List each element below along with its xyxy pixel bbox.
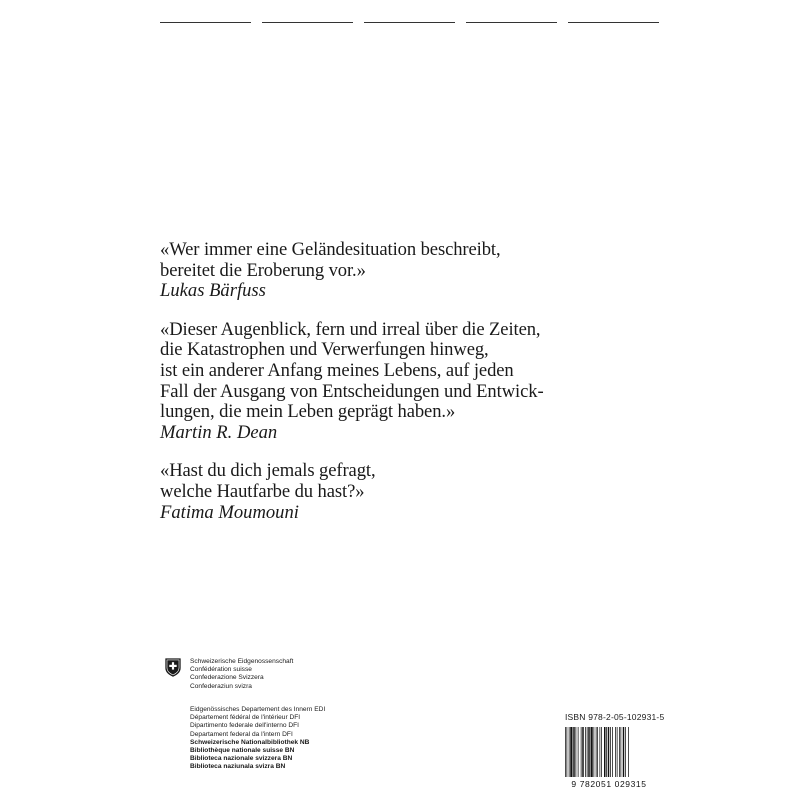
rule-3 bbox=[364, 22, 455, 23]
confederation-line: Confederazione Svizzera bbox=[190, 674, 264, 682]
barcode-bar bbox=[597, 727, 598, 777]
quote-1 bbox=[160, 240, 640, 302]
quote-text: «Wer immer eine Geländesituation beschreibt, bereitet die Eroberung vor.» bbox=[160, 239, 501, 281]
library-line: Biblioteca nazionale svizzera BN bbox=[190, 755, 293, 763]
quote-text: «Dieser Augenblick, fern und irreal über die Zeiten, die Katastrophen und Verwerfungen hinweg, ist ein anderer Anfang meines Lebens, auf jeden Fall der Ausgang von Entscheidungen und Entwick- lungen, die mein Leben geprägt haben.» bbox=[160, 318, 544, 423]
barcode-bar bbox=[573, 727, 575, 777]
barcode-bar bbox=[596, 727, 597, 777]
barcode-bar bbox=[576, 727, 577, 777]
rule-1 bbox=[160, 22, 251, 23]
barcode-bar bbox=[582, 727, 584, 777]
barcode-bar bbox=[585, 727, 586, 777]
barcode-bar bbox=[569, 727, 570, 777]
library-line: Bibliothèque nationale suisse BN bbox=[190, 747, 295, 755]
swiss-emblem-icon bbox=[165, 658, 181, 677]
quote-3 bbox=[160, 461, 640, 523]
barcode-bar bbox=[565, 727, 566, 777]
quote-author: Lukas Bärfuss bbox=[160, 280, 266, 302]
department-line: Departament federal da l'intern DFI bbox=[190, 730, 293, 738]
barcode-bar bbox=[612, 727, 613, 777]
rule-4 bbox=[466, 22, 557, 23]
barcode-bar bbox=[594, 727, 595, 777]
confederation-names bbox=[190, 658, 293, 691]
confederation-line: Schweizerische Eidgenossenschaft bbox=[190, 658, 294, 665]
barcode-bar bbox=[600, 727, 601, 777]
confederation-line: Confédération suisse bbox=[190, 666, 252, 674]
department-line: Département fédéral de l'intérieur DFI bbox=[190, 714, 301, 722]
barcode-bar bbox=[623, 727, 625, 777]
library-line: Biblioteca naziunala svizra BN bbox=[190, 763, 286, 771]
barcode-bar bbox=[606, 727, 607, 777]
barcode-bar bbox=[621, 727, 622, 777]
department-line: Eidgenössisches Departement des Innern EDI bbox=[190, 706, 326, 713]
barcode-bar bbox=[625, 727, 626, 777]
barcode-bar bbox=[601, 727, 602, 777]
barcode-bar bbox=[608, 727, 610, 777]
top-rules bbox=[160, 22, 660, 24]
barcode-bar bbox=[581, 727, 582, 777]
barcode-icon bbox=[559, 725, 659, 789]
barcode-bar bbox=[588, 727, 590, 777]
barcode-bar bbox=[628, 727, 629, 777]
barcode-bar bbox=[591, 727, 593, 777]
department-line: Dipartimento federale dell'interno DFI bbox=[190, 722, 300, 730]
confederation-line: Confederaziun svizra bbox=[190, 682, 252, 690]
quote-author: Fatima Moumouni bbox=[160, 501, 299, 523]
barcode-bar bbox=[619, 727, 620, 777]
rule-2 bbox=[262, 22, 353, 23]
isbn-label: ISBN 978-2-05-102931-5 bbox=[565, 712, 665, 722]
barcode-bar bbox=[578, 727, 579, 777]
quote-2 bbox=[160, 320, 640, 444]
quote-author: Martin R. Dean bbox=[160, 421, 278, 443]
quote-text: «Hast du dich jemals gefragt, welche Hautfarbe du hast?» bbox=[160, 460, 376, 502]
quotes-section bbox=[160, 240, 640, 541]
barcode-bar bbox=[587, 727, 588, 777]
barcode-bar bbox=[617, 727, 618, 777]
rule-5 bbox=[568, 22, 659, 23]
barcode-bar bbox=[615, 727, 616, 777]
barcode-bar bbox=[610, 727, 611, 777]
barcode-digits: 9 782051 029315 bbox=[571, 779, 647, 789]
department-block bbox=[190, 706, 325, 772]
barcode-bar bbox=[604, 727, 606, 777]
barcode-bar bbox=[570, 727, 572, 777]
library-line: Schweizerische Nationalbibliothek NB bbox=[190, 738, 310, 746]
barcode-bar bbox=[567, 727, 568, 777]
